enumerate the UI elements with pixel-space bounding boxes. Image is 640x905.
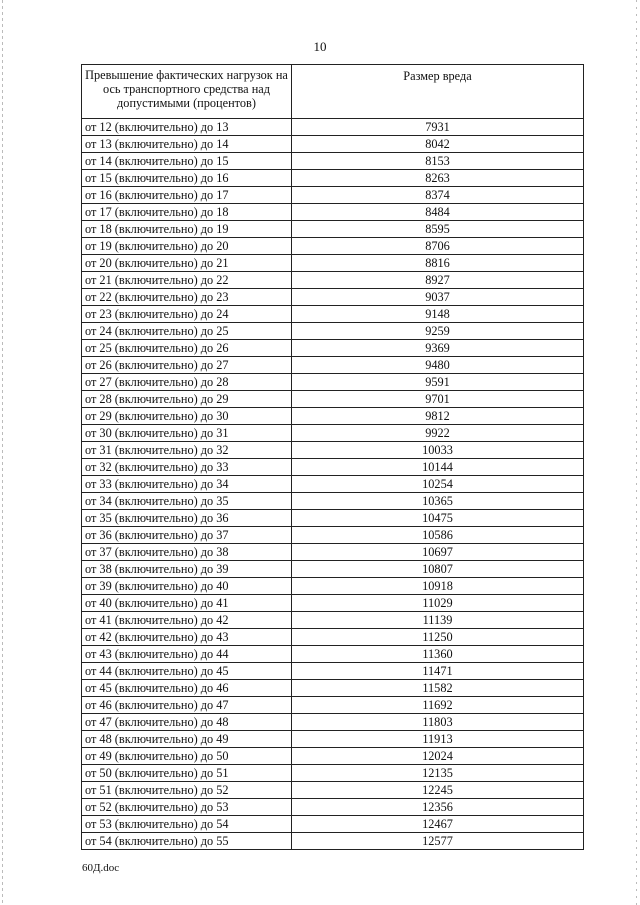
range-cell: от 18 (включительно) до 19 bbox=[82, 221, 292, 238]
range-cell: от 12 (включительно) до 13 bbox=[82, 119, 292, 136]
table-row bbox=[82, 357, 584, 374]
damage-value-cell: 8927 bbox=[292, 272, 584, 289]
damage-value-cell: 9922 bbox=[292, 425, 584, 442]
damage-value-cell: 9369 bbox=[292, 340, 584, 357]
table-row bbox=[82, 255, 584, 272]
damage-value-cell: 11360 bbox=[292, 646, 584, 663]
range-cell: от 35 (включительно) до 36 bbox=[82, 510, 292, 527]
range-cell: от 43 (включительно) до 44 bbox=[82, 646, 292, 663]
damage-value-cell: 11029 bbox=[292, 595, 584, 612]
table-row bbox=[82, 153, 584, 170]
range-cell: от 23 (включительно) до 24 bbox=[82, 306, 292, 323]
range-cell: от 47 (включительно) до 48 bbox=[82, 714, 292, 731]
table-row bbox=[82, 170, 584, 187]
table-row bbox=[82, 612, 584, 629]
damage-value-cell: 9812 bbox=[292, 408, 584, 425]
damage-value-cell: 9148 bbox=[292, 306, 584, 323]
table-row bbox=[82, 476, 584, 493]
table-row bbox=[82, 680, 584, 697]
range-cell: от 26 (включительно) до 27 bbox=[82, 357, 292, 374]
table-row bbox=[82, 425, 584, 442]
damage-value-cell: 11803 bbox=[292, 714, 584, 731]
header-damage-amount: Размер вреда bbox=[292, 65, 584, 119]
range-cell: от 33 (включительно) до 34 bbox=[82, 476, 292, 493]
table-row bbox=[82, 578, 584, 595]
damage-value-cell: 11913 bbox=[292, 731, 584, 748]
damage-value-cell: 12356 bbox=[292, 799, 584, 816]
range-cell: от 52 (включительно) до 53 bbox=[82, 799, 292, 816]
damage-value-cell: 12245 bbox=[292, 782, 584, 799]
table-row bbox=[82, 340, 584, 357]
scan-edge-left bbox=[2, 0, 3, 905]
table-row bbox=[82, 306, 584, 323]
damage-value-cell: 10144 bbox=[292, 459, 584, 476]
damage-value-cell: 10586 bbox=[292, 527, 584, 544]
table-row bbox=[82, 663, 584, 680]
damage-value-cell: 9480 bbox=[292, 357, 584, 374]
table-row bbox=[82, 527, 584, 544]
damage-value-cell: 12135 bbox=[292, 765, 584, 782]
table-row bbox=[82, 442, 584, 459]
table-row bbox=[82, 187, 584, 204]
table-row bbox=[82, 561, 584, 578]
range-cell: от 14 (включительно) до 15 bbox=[82, 153, 292, 170]
table-row bbox=[82, 204, 584, 221]
damage-value-cell: 7931 bbox=[292, 119, 584, 136]
range-cell: от 51 (включительно) до 52 bbox=[82, 782, 292, 799]
damage-value-cell: 10033 bbox=[292, 442, 584, 459]
table-row bbox=[82, 459, 584, 476]
table-row bbox=[82, 697, 584, 714]
range-cell: от 42 (включительно) до 43 bbox=[82, 629, 292, 646]
table-body bbox=[82, 119, 584, 850]
damage-value-cell: 11139 bbox=[292, 612, 584, 629]
table-row bbox=[82, 748, 584, 765]
table-row bbox=[82, 510, 584, 527]
table-row bbox=[82, 289, 584, 306]
range-cell: от 39 (включительно) до 40 bbox=[82, 578, 292, 595]
scan-edge-right bbox=[636, 0, 637, 905]
damage-value-cell: 9591 bbox=[292, 374, 584, 391]
header-overload-percent: Превышение фактических нагрузок на ось транспортного средства над допустимыми (процентов) bbox=[82, 65, 292, 119]
range-cell: от 44 (включительно) до 45 bbox=[82, 663, 292, 680]
table-row bbox=[82, 782, 584, 799]
range-cell: от 29 (включительно) до 30 bbox=[82, 408, 292, 425]
table-row bbox=[82, 765, 584, 782]
range-cell: от 38 (включительно) до 39 bbox=[82, 561, 292, 578]
range-cell: от 24 (включительно) до 25 bbox=[82, 323, 292, 340]
range-cell: от 32 (включительно) до 33 bbox=[82, 459, 292, 476]
range-cell: от 17 (включительно) до 18 bbox=[82, 204, 292, 221]
damage-value-cell: 8706 bbox=[292, 238, 584, 255]
damage-value-cell: 10254 bbox=[292, 476, 584, 493]
damage-value-cell: 10697 bbox=[292, 544, 584, 561]
damage-value-cell: 8042 bbox=[292, 136, 584, 153]
table-row bbox=[82, 119, 584, 136]
table-row bbox=[82, 714, 584, 731]
damage-value-cell: 8374 bbox=[292, 187, 584, 204]
table-row bbox=[82, 493, 584, 510]
table-row bbox=[82, 816, 584, 833]
range-cell: от 22 (включительно) до 23 bbox=[82, 289, 292, 306]
range-cell: от 15 (включительно) до 16 bbox=[82, 170, 292, 187]
range-cell: от 53 (включительно) до 54 bbox=[82, 816, 292, 833]
range-cell: от 40 (включительно) до 41 bbox=[82, 595, 292, 612]
table-row bbox=[82, 595, 584, 612]
table-row bbox=[82, 799, 584, 816]
range-cell: от 31 (включительно) до 32 bbox=[82, 442, 292, 459]
range-cell: от 36 (включительно) до 37 bbox=[82, 527, 292, 544]
table-header-row bbox=[82, 65, 584, 119]
damage-table bbox=[81, 64, 584, 850]
table-row bbox=[82, 136, 584, 153]
damage-value-cell: 11250 bbox=[292, 629, 584, 646]
table-row bbox=[82, 833, 584, 850]
range-cell: от 20 (включительно) до 21 bbox=[82, 255, 292, 272]
table-row bbox=[82, 238, 584, 255]
table-row bbox=[82, 391, 584, 408]
range-cell: от 50 (включительно) до 51 bbox=[82, 765, 292, 782]
damage-value-cell: 8263 bbox=[292, 170, 584, 187]
damage-value-cell: 9701 bbox=[292, 391, 584, 408]
range-cell: от 37 (включительно) до 38 bbox=[82, 544, 292, 561]
damage-value-cell: 11692 bbox=[292, 697, 584, 714]
range-cell: от 25 (включительно) до 26 bbox=[82, 340, 292, 357]
range-cell: от 16 (включительно) до 17 bbox=[82, 187, 292, 204]
range-cell: от 28 (включительно) до 29 bbox=[82, 391, 292, 408]
table-row bbox=[82, 221, 584, 238]
table-row bbox=[82, 731, 584, 748]
table-row bbox=[82, 323, 584, 340]
range-cell: от 45 (включительно) до 46 bbox=[82, 680, 292, 697]
range-cell: от 34 (включительно) до 35 bbox=[82, 493, 292, 510]
damage-value-cell: 10475 bbox=[292, 510, 584, 527]
damage-value-cell: 8484 bbox=[292, 204, 584, 221]
damage-value-cell: 8816 bbox=[292, 255, 584, 272]
page-number: 10 bbox=[313, 39, 327, 54]
table-row bbox=[82, 629, 584, 646]
damage-value-cell: 12024 bbox=[292, 748, 584, 765]
range-cell: от 13 (включительно) до 14 bbox=[82, 136, 292, 153]
damage-value-cell: 11582 bbox=[292, 680, 584, 697]
range-cell: от 54 (включительно) до 55 bbox=[82, 833, 292, 850]
damage-value-cell: 10918 bbox=[292, 578, 584, 595]
range-cell: от 30 (включительно) до 31 bbox=[82, 425, 292, 442]
table-row bbox=[82, 272, 584, 289]
table-row bbox=[82, 408, 584, 425]
damage-value-cell: 10807 bbox=[292, 561, 584, 578]
table-row bbox=[82, 374, 584, 391]
range-cell: от 27 (включительно) до 28 bbox=[82, 374, 292, 391]
damage-value-cell: 12467 bbox=[292, 816, 584, 833]
table-row bbox=[82, 544, 584, 561]
range-cell: от 41 (включительно) до 42 bbox=[82, 612, 292, 629]
damage-value-cell: 12577 bbox=[292, 833, 584, 850]
file-name-footer: 60Д.doc bbox=[82, 862, 120, 874]
damage-value-cell: 8153 bbox=[292, 153, 584, 170]
range-cell: от 48 (включительно) до 49 bbox=[82, 731, 292, 748]
damage-value-cell: 9259 bbox=[292, 323, 584, 340]
damage-value-cell: 9037 bbox=[292, 289, 584, 306]
range-cell: от 19 (включительно) до 20 bbox=[82, 238, 292, 255]
range-cell: от 46 (включительно) до 47 bbox=[82, 697, 292, 714]
damage-value-cell: 10365 bbox=[292, 493, 584, 510]
table-row bbox=[82, 646, 584, 663]
range-cell: от 21 (включительно) до 22 bbox=[82, 272, 292, 289]
damage-value-cell: 11471 bbox=[292, 663, 584, 680]
range-cell: от 49 (включительно) до 50 bbox=[82, 748, 292, 765]
damage-value-cell: 8595 bbox=[292, 221, 584, 238]
